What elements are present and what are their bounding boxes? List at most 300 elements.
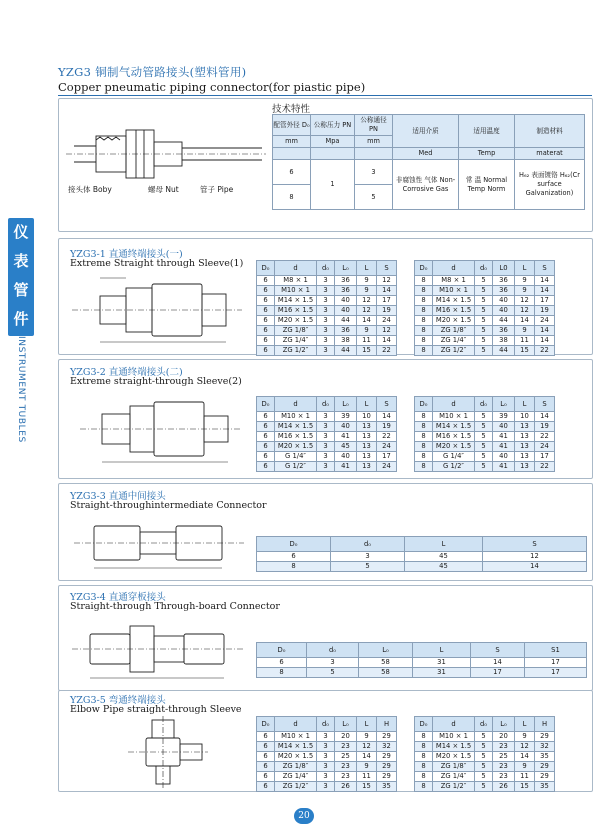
table-cell: 41 — [493, 442, 515, 452]
table-cell: 12 — [357, 296, 377, 306]
table-cell: 13 — [515, 422, 535, 432]
table-cell: 3 — [317, 742, 335, 752]
table-cell: 35 — [377, 782, 397, 792]
table-cell: 3 — [317, 432, 335, 442]
table-cell: 6 — [257, 346, 275, 356]
th: S — [483, 537, 587, 552]
table-cell: 40 — [335, 296, 357, 306]
table-cell: M10 × 1 — [433, 286, 475, 296]
table-cell: 5 — [475, 316, 493, 326]
unit-temp: Temp — [459, 148, 515, 160]
table-cell: 24 — [377, 316, 397, 326]
table-cell: 6 — [257, 462, 275, 472]
table-cell: 8 — [415, 412, 433, 422]
table-row — [257, 452, 397, 462]
section-5-table-left — [256, 716, 397, 792]
table-cell: ZG 1/8″ — [433, 762, 475, 772]
sidebar-label-en: INSTRUMENT TUBLES — [16, 336, 26, 443]
table-cell: ZG 1/2″ — [275, 346, 317, 356]
table-cell: 11 — [515, 772, 535, 782]
od-8: 8 — [273, 185, 311, 210]
table-cell: M16 × 1.5 — [433, 306, 475, 316]
table-cell: M20 × 1.5 — [433, 752, 475, 762]
table-cell: 40 — [493, 306, 515, 316]
table-cell: 19 — [377, 422, 397, 432]
table-cell: 6 — [257, 422, 275, 432]
table-cell: 29 — [377, 762, 397, 772]
table-cell: 12 — [357, 306, 377, 316]
table-row — [415, 782, 555, 792]
th: d₀ — [475, 261, 493, 276]
table-cell: 14 — [535, 326, 555, 336]
table-cell: 15 — [357, 782, 377, 792]
table-cell: 3 — [317, 782, 335, 792]
table-cell: 26 — [335, 782, 357, 792]
table-cell: 29 — [377, 772, 397, 782]
th: d — [275, 397, 317, 412]
section-1-table-right — [414, 260, 555, 356]
table-cell: ZG 1/2″ — [433, 782, 475, 792]
sidebar-tab — [8, 218, 34, 336]
unit-material: materat — [515, 148, 585, 160]
table-cell: 15 — [515, 346, 535, 356]
sidebar-char: 表 — [13, 252, 29, 270]
table-cell: 22 — [377, 432, 397, 442]
table-cell: 6 — [257, 752, 275, 762]
table-cell: 23 — [493, 762, 515, 772]
table-cell: 58 — [359, 668, 413, 678]
table-cell: 8 — [415, 296, 433, 306]
th: d — [275, 717, 317, 732]
table-cell: 44 — [335, 316, 357, 326]
table-row — [415, 742, 555, 752]
table-cell: 3 — [317, 462, 335, 472]
section-2-title-cn: YZG3-2 直通终端接头(二) — [70, 367, 183, 378]
table-cell: 5 — [475, 762, 493, 772]
table-cell: 32 — [377, 742, 397, 752]
table-cell: 15 — [357, 346, 377, 356]
table-cell: 8 — [415, 742, 433, 752]
th: L₀ — [335, 717, 357, 732]
th: d — [433, 261, 475, 276]
th: d — [433, 717, 475, 732]
th: L — [515, 717, 535, 732]
table-cell: 5 — [475, 782, 493, 792]
table-row — [415, 732, 555, 742]
table-cell: 6 — [257, 658, 307, 668]
table-cell: 36 — [493, 326, 515, 336]
table-row — [257, 752, 397, 762]
table-row — [415, 346, 555, 356]
table-cell: 5 — [475, 276, 493, 286]
section-5-table-right — [414, 716, 555, 792]
table-cell: 8 — [415, 782, 433, 792]
table-cell: 8 — [415, 772, 433, 782]
unit-pn: Mpa — [311, 136, 355, 148]
table-cell: 12 — [515, 296, 535, 306]
table-cell: 36 — [335, 276, 357, 286]
table-cell: 5 — [475, 422, 493, 432]
table-cell: M14 × 1.5 — [433, 742, 475, 752]
th: D₀ — [257, 261, 275, 276]
table-cell: 12 — [515, 306, 535, 316]
table-cell: 13 — [515, 432, 535, 442]
table-cell: 14 — [377, 412, 397, 422]
table-cell: 5 — [475, 742, 493, 752]
table-cell: 29 — [535, 762, 555, 772]
table-cell: 5 — [475, 412, 493, 422]
th: L₀ — [359, 643, 413, 658]
table-cell: 15 — [515, 782, 535, 792]
table-cell: 36 — [335, 326, 357, 336]
table-cell: 44 — [493, 316, 515, 326]
table-cell: M16 × 1.5 — [275, 306, 317, 316]
table-cell: 8 — [415, 422, 433, 432]
th: D₀ — [415, 717, 433, 732]
table-cell: 3 — [317, 732, 335, 742]
th: D₀ — [257, 717, 275, 732]
sidebar-char: 管 — [13, 281, 29, 299]
th: d₀ — [475, 717, 493, 732]
th: S — [471, 643, 525, 658]
table-row — [257, 462, 397, 472]
table-row — [257, 276, 397, 286]
table-cell: 17 — [535, 452, 555, 462]
material-value: H₆₂ 表面镀铬 H₆₂(Cr surface Galvanization) — [515, 160, 585, 210]
table-cell: 3 — [317, 772, 335, 782]
table-cell: 8 — [415, 432, 433, 442]
page-number: 20 — [294, 808, 314, 824]
th: d — [275, 261, 317, 276]
table-cell: 23 — [493, 742, 515, 752]
table-cell: 3 — [317, 336, 335, 346]
table-cell: 5 — [475, 296, 493, 306]
table-cell: M8 × 1 — [433, 276, 475, 286]
table-cell: 8 — [415, 316, 433, 326]
table-cell: G 1/4″ — [275, 452, 317, 462]
through-board-connector-drawing — [72, 612, 244, 684]
table-row — [415, 462, 555, 472]
table-cell: M14 × 1.5 — [275, 742, 317, 752]
table-row — [415, 286, 555, 296]
th: d₀ — [317, 261, 335, 276]
table-cell: 39 — [493, 412, 515, 422]
table-row — [257, 316, 397, 326]
table-cell: 8 — [257, 562, 331, 572]
table-cell: 6 — [257, 762, 275, 772]
table-cell: 5 — [475, 326, 493, 336]
th: H — [377, 717, 397, 732]
table-cell: 31 — [413, 658, 471, 668]
table-cell: 6 — [257, 296, 275, 306]
table-cell: 9 — [515, 286, 535, 296]
table-cell: 39 — [335, 412, 357, 422]
section-3-table — [256, 536, 587, 572]
table-cell: 32 — [535, 742, 555, 752]
section-4-title-en: Straight-through Through-board Connector — [70, 601, 280, 612]
table-cell: 12 — [515, 742, 535, 752]
table-cell: M14 × 1.5 — [275, 296, 317, 306]
th: D₀ — [415, 397, 433, 412]
th: D₀ — [257, 643, 307, 658]
table-cell: 41 — [493, 462, 515, 472]
th: H — [535, 717, 555, 732]
table-row — [415, 762, 555, 772]
th: L₀ — [335, 261, 357, 276]
table-cell: 9 — [357, 276, 377, 286]
section-5-title-en: Elbow Pipe straight-through Sleeve — [70, 704, 242, 715]
table-cell: 9 — [357, 286, 377, 296]
table-cell: ZG 1/8″ — [275, 326, 317, 336]
table-cell: 3 — [317, 316, 335, 326]
table-cell: 45 — [405, 562, 483, 572]
section-1-title-cn: YZG3-1 直通终端接头(一) — [70, 249, 183, 260]
table-cell: 5 — [475, 732, 493, 742]
table-cell: 8 — [415, 306, 433, 316]
section-3-title-en: Straight-throughintermediate Connector — [70, 500, 267, 511]
table-cell: 13 — [357, 422, 377, 432]
table-cell: 22 — [377, 346, 397, 356]
section-1-table-left — [256, 260, 397, 356]
table-row — [257, 422, 397, 432]
table-row — [257, 668, 587, 678]
label-nut: 螺母 Nut — [148, 185, 179, 194]
table-cell: 9 — [515, 276, 535, 286]
tech-spec-title: 技术特性 — [272, 104, 311, 115]
th: L — [357, 717, 377, 732]
table-cell: 8 — [415, 336, 433, 346]
table-cell: 9 — [515, 732, 535, 742]
table-cell: 9 — [515, 762, 535, 772]
table-cell: ZG 1/8″ — [433, 326, 475, 336]
table-cell: 22 — [535, 462, 555, 472]
section-2-table-left — [256, 396, 397, 472]
tech-spec-table — [272, 114, 585, 210]
table-cell: 14 — [515, 752, 535, 762]
table-cell: 22 — [535, 432, 555, 442]
th: S1 — [525, 643, 587, 658]
table-cell: 6 — [257, 452, 275, 462]
unit-dn: mm — [355, 136, 393, 148]
th: L₀ — [335, 397, 357, 412]
table-cell: M10 × 1 — [275, 412, 317, 422]
table-cell: 6 — [257, 336, 275, 346]
table-cell: 5 — [475, 336, 493, 346]
table-cell: 31 — [413, 668, 471, 678]
table-cell: 5 — [475, 306, 493, 316]
table-cell: 11 — [357, 772, 377, 782]
table-cell: 5 — [475, 286, 493, 296]
table-cell: 29 — [535, 732, 555, 742]
table-cell: 12 — [483, 552, 587, 562]
table-cell: 13 — [357, 442, 377, 452]
th: S — [377, 397, 397, 412]
table-cell: 6 — [257, 772, 275, 782]
table-row — [415, 442, 555, 452]
table-cell: 14 — [357, 752, 377, 762]
th: d — [433, 397, 475, 412]
table-cell: 29 — [377, 752, 397, 762]
th: d₀ — [307, 643, 359, 658]
th: S — [535, 261, 555, 276]
table-cell: 40 — [335, 452, 357, 462]
table-cell: 17 — [525, 658, 587, 668]
table-cell: ZG 1/4″ — [433, 772, 475, 782]
table-cell: 8 — [257, 668, 307, 678]
table-cell: 13 — [515, 452, 535, 462]
table-cell: M14 × 1.5 — [275, 422, 317, 432]
table-cell: 20 — [335, 732, 357, 742]
section-2-title-en: Extreme straight-through Sleeve(2) — [70, 376, 242, 387]
table-cell: 24 — [535, 442, 555, 452]
table-cell: 3 — [317, 752, 335, 762]
table-cell: ZG 1/8″ — [275, 762, 317, 772]
table-row — [257, 432, 397, 442]
table-cell: ZG 1/2″ — [275, 782, 317, 792]
table-row — [415, 276, 555, 286]
th-od: 配管外径 D₀ — [273, 115, 311, 136]
table-row — [415, 326, 555, 336]
table-cell: 19 — [377, 306, 397, 316]
table-cell: M14 × 1.5 — [433, 422, 475, 432]
table-cell: 6 — [257, 732, 275, 742]
table-cell: 3 — [317, 326, 335, 336]
table-cell: 3 — [317, 286, 335, 296]
table-cell: 14 — [471, 658, 525, 668]
table-cell: 17 — [471, 668, 525, 678]
table-cell: M20 × 1.5 — [275, 752, 317, 762]
table-cell: 11 — [357, 336, 377, 346]
table-cell: 5 — [331, 562, 405, 572]
th: D₀ — [257, 397, 275, 412]
th: L — [515, 261, 535, 276]
th-material: 制造材料 — [515, 115, 585, 148]
table-row — [415, 452, 555, 462]
table-row — [257, 336, 397, 346]
table-cell: M10 × 1 — [433, 412, 475, 422]
table-cell: 13 — [515, 442, 535, 452]
table-cell: 17 — [535, 296, 555, 306]
table-cell: 6 — [257, 316, 275, 326]
table-cell: 6 — [257, 286, 275, 296]
table-cell: 45 — [335, 442, 357, 452]
table-cell: 23 — [335, 762, 357, 772]
th: d₀ — [331, 537, 405, 552]
table-cell: 6 — [257, 742, 275, 752]
table-row — [257, 286, 397, 296]
table-cell: 14 — [535, 286, 555, 296]
table-cell: 8 — [415, 286, 433, 296]
table-cell: 9 — [357, 732, 377, 742]
page-title-en: Copper pneumatic piping connector(for piastic pipe) — [58, 80, 366, 94]
table-cell: 35 — [535, 752, 555, 762]
table-cell: 8 — [415, 442, 433, 452]
table-cell: 9 — [357, 326, 377, 336]
intermediate-connector-drawing — [74, 512, 244, 574]
unit-medium: Med — [393, 148, 459, 160]
table-cell: G 1/4″ — [433, 452, 475, 462]
table-cell: 5 — [475, 752, 493, 762]
table-cell: 10 — [357, 412, 377, 422]
th: L — [515, 397, 535, 412]
table-cell: M10 × 1 — [275, 286, 317, 296]
table-cell: ZG 1/4″ — [275, 336, 317, 346]
table-cell: 17 — [525, 668, 587, 678]
table-cell: 3 — [317, 306, 335, 316]
table-cell: 14 — [535, 412, 555, 422]
table-cell: 5 — [475, 432, 493, 442]
page-title-cn: YZG3 铜制气动管路接头(塑料管用) — [58, 65, 247, 79]
od-6: 6 — [273, 160, 311, 185]
table-cell: 14 — [377, 286, 397, 296]
table-cell: 26 — [493, 782, 515, 792]
temp-value: 常 温 Normal Temp Norm — [459, 160, 515, 210]
table-cell: 25 — [335, 752, 357, 762]
table-cell: 13 — [357, 432, 377, 442]
table-row — [257, 732, 397, 742]
table-cell: 6 — [257, 782, 275, 792]
table-row — [257, 306, 397, 316]
table-cell: M14 × 1.5 — [433, 296, 475, 306]
table-row — [257, 326, 397, 336]
table-cell: G 1/2″ — [433, 462, 475, 472]
section-2-table-right — [414, 396, 555, 472]
section-3-title-cn: YZG3-3 直通中间接头 — [70, 491, 166, 502]
header-rule — [58, 95, 592, 96]
table-cell: 6 — [257, 306, 275, 316]
table-row — [415, 336, 555, 346]
table-cell: 41 — [493, 432, 515, 442]
table-cell: 11 — [515, 336, 535, 346]
table-cell: 8 — [415, 762, 433, 772]
table-cell: 3 — [317, 296, 335, 306]
table-cell: 23 — [335, 742, 357, 752]
table-cell: 24 — [535, 316, 555, 326]
table-cell: 14 — [535, 336, 555, 346]
sidebar-char: 仪 — [13, 223, 29, 241]
table-cell: 23 — [335, 772, 357, 782]
th: L — [357, 397, 377, 412]
table-row — [415, 306, 555, 316]
pn-value: 1 — [311, 160, 355, 210]
table-cell: M16 × 1.5 — [433, 432, 475, 442]
table-cell: M10 × 1 — [433, 732, 475, 742]
table-cell: G 1/2″ — [275, 462, 317, 472]
th: D₀ — [415, 261, 433, 276]
th-pn: 公称压力 PN — [311, 115, 355, 136]
table-cell: 14 — [357, 316, 377, 326]
table-cell: 8 — [415, 346, 433, 356]
table-cell: 8 — [415, 452, 433, 462]
table-cell: 38 — [493, 336, 515, 346]
section-1-title-en: Extreme Straight through Sleeve(1) — [70, 258, 244, 269]
table-row — [257, 772, 397, 782]
th: S — [535, 397, 555, 412]
table-cell: 38 — [335, 336, 357, 346]
section-4-table — [256, 642, 587, 678]
table-row — [415, 432, 555, 442]
table-cell: M20 × 1.5 — [275, 442, 317, 452]
table-cell: M20 × 1.5 — [433, 316, 475, 326]
table-cell: 3 — [307, 658, 359, 668]
table-cell: 19 — [535, 306, 555, 316]
table-cell: 24 — [377, 462, 397, 472]
table-cell: 36 — [493, 286, 515, 296]
th-medium: 适用介质 — [393, 115, 459, 148]
table-cell: 14 — [377, 336, 397, 346]
table-row — [415, 422, 555, 432]
table-cell: 44 — [493, 346, 515, 356]
